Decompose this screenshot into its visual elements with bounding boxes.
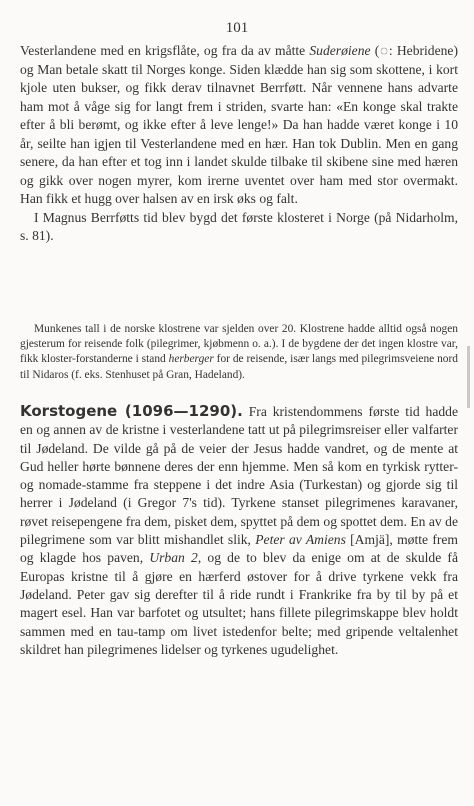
main-text-block	[20, 42, 458, 246]
italic-name-peter-av-amiens: Peter av Amiens	[255, 532, 346, 548]
paragraph-first-monastery: I Magnus Berrføtts tid blev bygd det første klosteret i Norge (på Nidarholm, s. 81).	[20, 209, 458, 243]
footnote-paragraph	[20, 322, 458, 383]
text-segment: Munkenes tall i de norske klostrene var sjelden over 20. Klostrene hadde alltid også nogen gjesterum for reisende folk (pilegrimer, kjøbmenn o. a.). I de bygdene der det ingen klostre var, fikk kloster-forstanderne i stand	[20, 323, 458, 366]
text-segment: (◌: Hebridene) og Man betale skatt til Norges konge. Siden klædde han sig som skottene, i kort kjole uten bukser, og fikk derav tilnavnet Berrføtt. Når vennene hans advarte ham mot å våge sig for langt frem i striden, svarte han: «En konge skal trakte efter å bli berømt, og ikke efter å leve lenge!» Da han hadde været konge i 10 år, seilte han igjen til Vesterlandene med en hær. Han tok Dublin. Men en gang senere, da han efter et tog inn i landet skulde tilbake til skibene sine med hæren og gikk over nogen myrer, kom irerne uventet over ham med stor overmakt. Han fikk et hugg over halsen av en irsk øks og falt.	[20, 43, 458, 206]
text-segment: Vesterlandene med en krigsflåte, og fra da av måtte	[20, 43, 310, 58]
footnote-monasteries	[20, 322, 458, 383]
italic-term-herberger: herberger	[168, 353, 214, 366]
text-segment: for de reisende, især langs med pilegrimsveiene nord til Nidaros (f. eks. Stenhuset på Gran, Hadeland).	[20, 353, 458, 381]
section-crusades	[20, 402, 458, 659]
section-heading: Korstogene (1096—1290).	[20, 402, 243, 420]
text-segment: Fra kristendommens første tid hadde en og annen av de kristne i vesterlandene tatt ut på pilegrimsreiser eller valfarter til Jødeland. De vilde gå på de veier der Jesus hadde vandret, og de mente at Gud heller hørte bønnene deres der enn hjemme. Men så kom en tyrkisk rytter- og nomade-stamme fra steppene i det indre Asia (Turkestan) og gjorde sig til herrer i Jødeland (i Gregor 7's tid). Tyrkene stanset pilegrimenes karavaner, røvet reisepengene fra dem, pisket dem, spyttet på dem og spottet dem. En av de pilegrimene som var blitt mishandlet slik,	[20, 404, 458, 548]
page-number: 101	[225, 20, 249, 36]
text-segment: , og de to blev da enige om at de skulde få Europas kristne til å gjøre en hærferd østover for å drive tyrkene vekk fra Jødeland. Peter gav sig derefter til å ride rundt i Frankrike fra by til by på et magert esel. Han var barfotet og utsultet; hans fillete pilegrimskappe blev holdt sammen med en tau-tamp om livet istedenfor belte; med gripende veltalenhet skildret han pilegrimenes lidelser og tyrkenes ugudelighet.	[20, 550, 458, 657]
paragraph-magnus-berrfott	[20, 42, 458, 209]
margin-line	[467, 346, 470, 408]
italic-name-urban-2: Urban 2	[149, 550, 198, 566]
text-segment: [Amjä], møtte frem og klagde hos paven,	[20, 532, 459, 566]
section-paragraph	[20, 402, 458, 659]
italic-term-suderoiene: Suderøiene	[309, 43, 371, 58]
